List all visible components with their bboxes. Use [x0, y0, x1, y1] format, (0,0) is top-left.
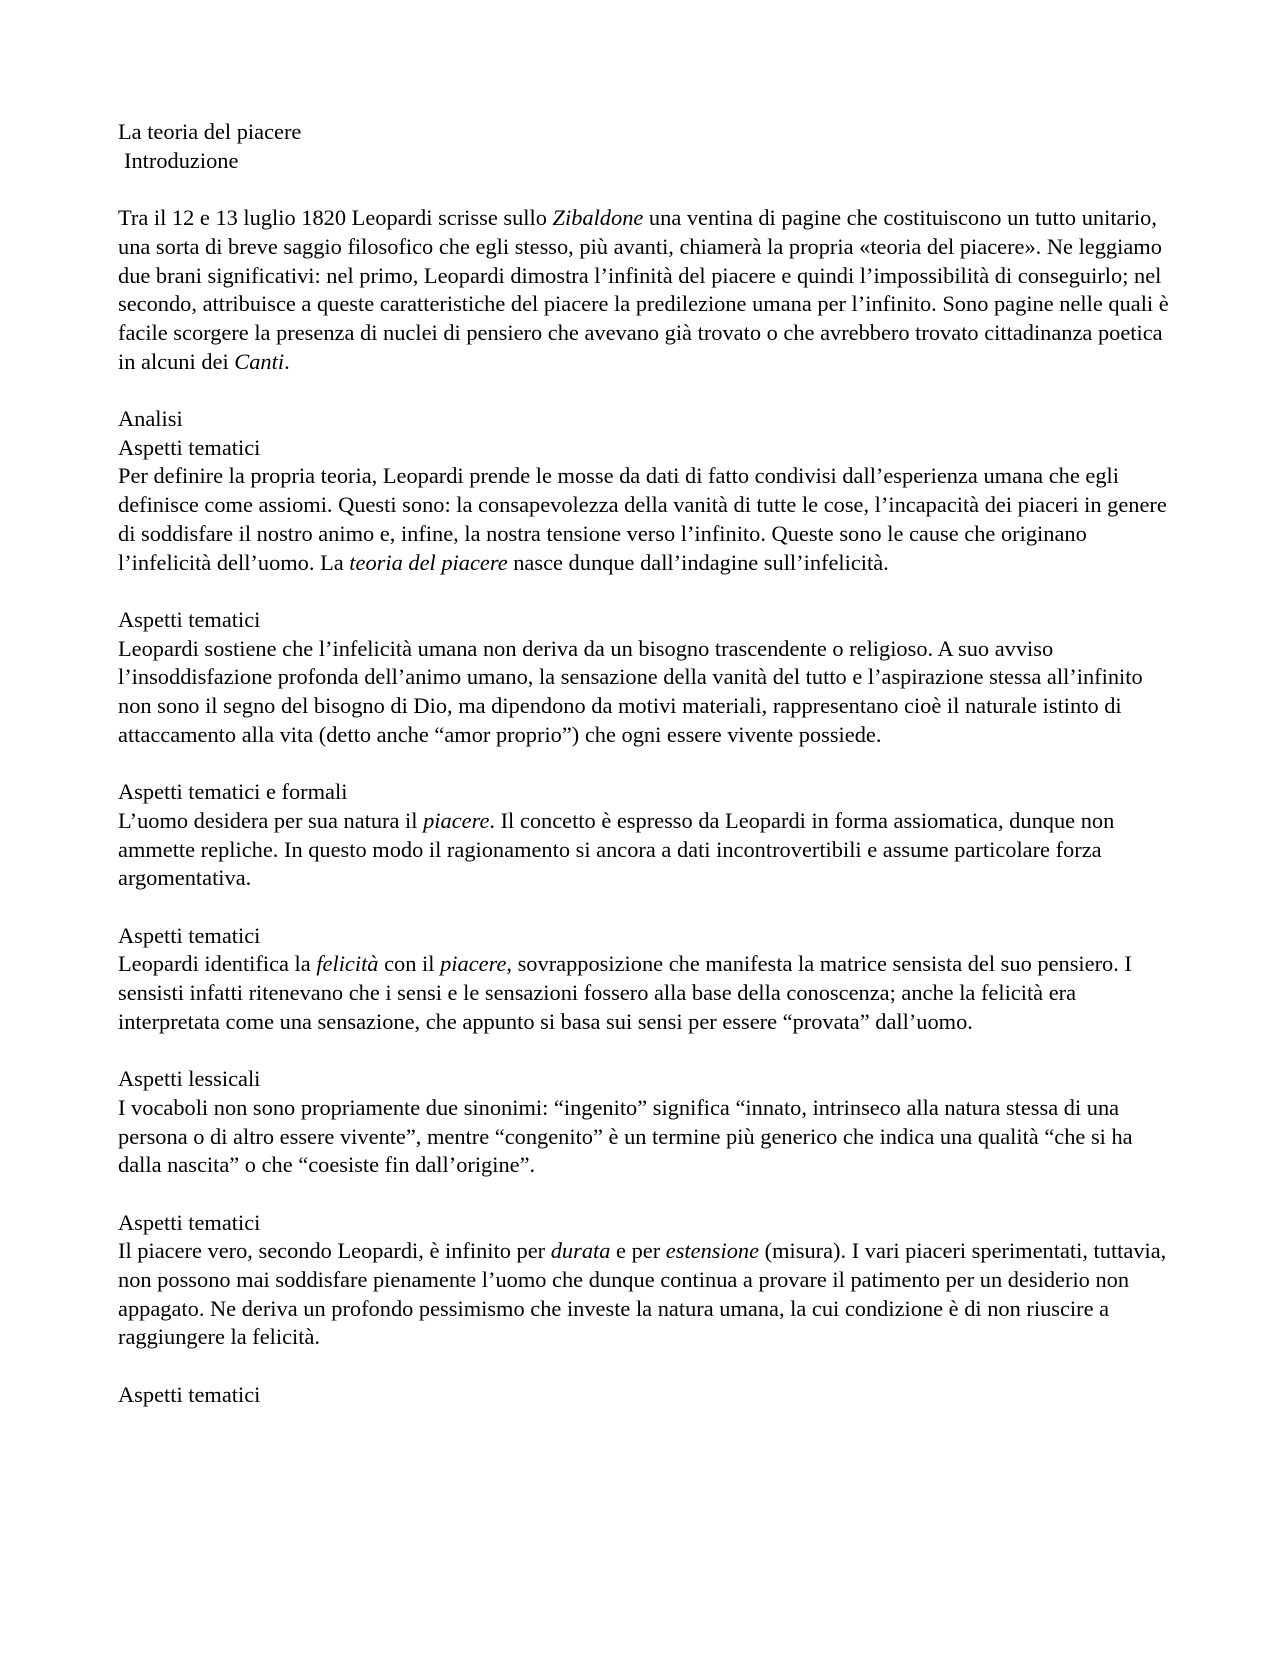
- section-paragraph: Il piacere vero, secondo Leopardi, è infinito per durata e per estensione (misura). I vari piaceri sperimentati, tuttavia, non possono mai soddisfare pienamente l’uomo che dunque continua a provare il patimento per un desiderio non appagato. Ne deriva un profondo pessimismo che investe la natura umana, la cui condizione è di non riuscire a raggiungere la felicità.: [118, 1238, 1167, 1350]
- section-heading: Aspetti tematici e formali: [118, 779, 348, 805]
- section-paragraph: Leopardi sostiene che l’infelicità umana non deriva da un bisogno trascendente o religioso. A suo avviso l’insoddisfazione profonda dell’animo umano, la sensazione della vanità del tutto e l’aspirazione stessa all’infinito non sono il segno del bisogno di Dio, ma dipendono da motivi materiali, rappresentano cioè il naturale istinto di attaccamento alla vita (detto anche “amor proprio”) che ogni essere vivente possiede.: [118, 635, 1143, 747]
- section-paragraph: L’uomo desidera per sua natura il piacere. Il concetto è espresso da Leopardi in forma assiomatica, dunque non ammette repliche. In questo modo il ragionamento si ancora a dati incontrovertibili e assume particolare forza argomentativa.: [118, 807, 1115, 891]
- section-paragraph: I vocaboli non sono propriamente due sinonimi: “ingenito” significa “innato, intrinseco alla natura stessa di una persona o di altro essere vivente”, mentre “congenito” è un termine più generico che indica una qualità “che si ha dalla nascita” o che “coesiste fin dall’origine”.: [118, 1094, 1133, 1178]
- section-heading: Aspetti tematici: [118, 1209, 261, 1235]
- document-page: [118, 118, 1178, 1410]
- section-heading: Aspetti tematici: [118, 922, 261, 948]
- section-heading: Aspetti tematici: [118, 606, 261, 632]
- section-paragraph: Per definire la propria teoria, Leopardi prende le mosse da dati di fatto condivisi dall’esperienza umana che egli definisce come assiomi. Questi sono: la consapevolezza della vanità di tutte le cose, l’incapacità dei piaceri in genere di soddisfare il nostro animo e, infine, la nostra tensione verso l’infinito. Queste sono le cause che originano l’infelicità dell’uomo. La teoria del piacere nasce dunque dall’indagine sull’infelicità.: [118, 463, 1167, 575]
- section-heading: Aspetti tematici: [118, 1381, 261, 1407]
- intro-paragraph: Tra il 12 e 13 luglio 1820 Leopardi scrisse sullo Zibaldone una ventina di pagine che costituiscono un tutto unitario, una sorta di breve saggio filosofico che egli stesso, più avanti, chiamerà la propria «teoria del piacere». Ne leggiamo due brani significativi: nel primo, Leopardi dimostra l’infinità del piacere e quindi l’impossibilità di conseguirlo; nel secondo, attribuisce a queste caratteristiche del piacere la predilezione umana per l’infinito. Sono pagine nelle quali è facile scorgere la presenza di nuclei di pensiero che avevano già trovato o che avrebbero trovato cittadinanza poetica in alcuni dei Canti.: [118, 205, 1169, 374]
- document-title: La teoria del piacere: [118, 119, 302, 144]
- section-introduzione-heading: Introduzione: [124, 147, 239, 173]
- section-heading: Aspetti tematici: [118, 434, 261, 460]
- section-heading: Aspetti lessicali: [118, 1066, 261, 1092]
- section-paragraph: Leopardi identifica la felicità con il piacere, sovrapposizione che manifesta la matrice sensista del suo pensiero. I sensisti infatti ritenevano che i sensi e le sensazioni fossero alla base della conoscenza; anche la felicità era interpretata come una sensazione, che appunto si basa sui sensi per essere “provata” dall’uomo.: [118, 951, 1132, 1034]
- analisi-heading: Analisi: [118, 406, 183, 431]
